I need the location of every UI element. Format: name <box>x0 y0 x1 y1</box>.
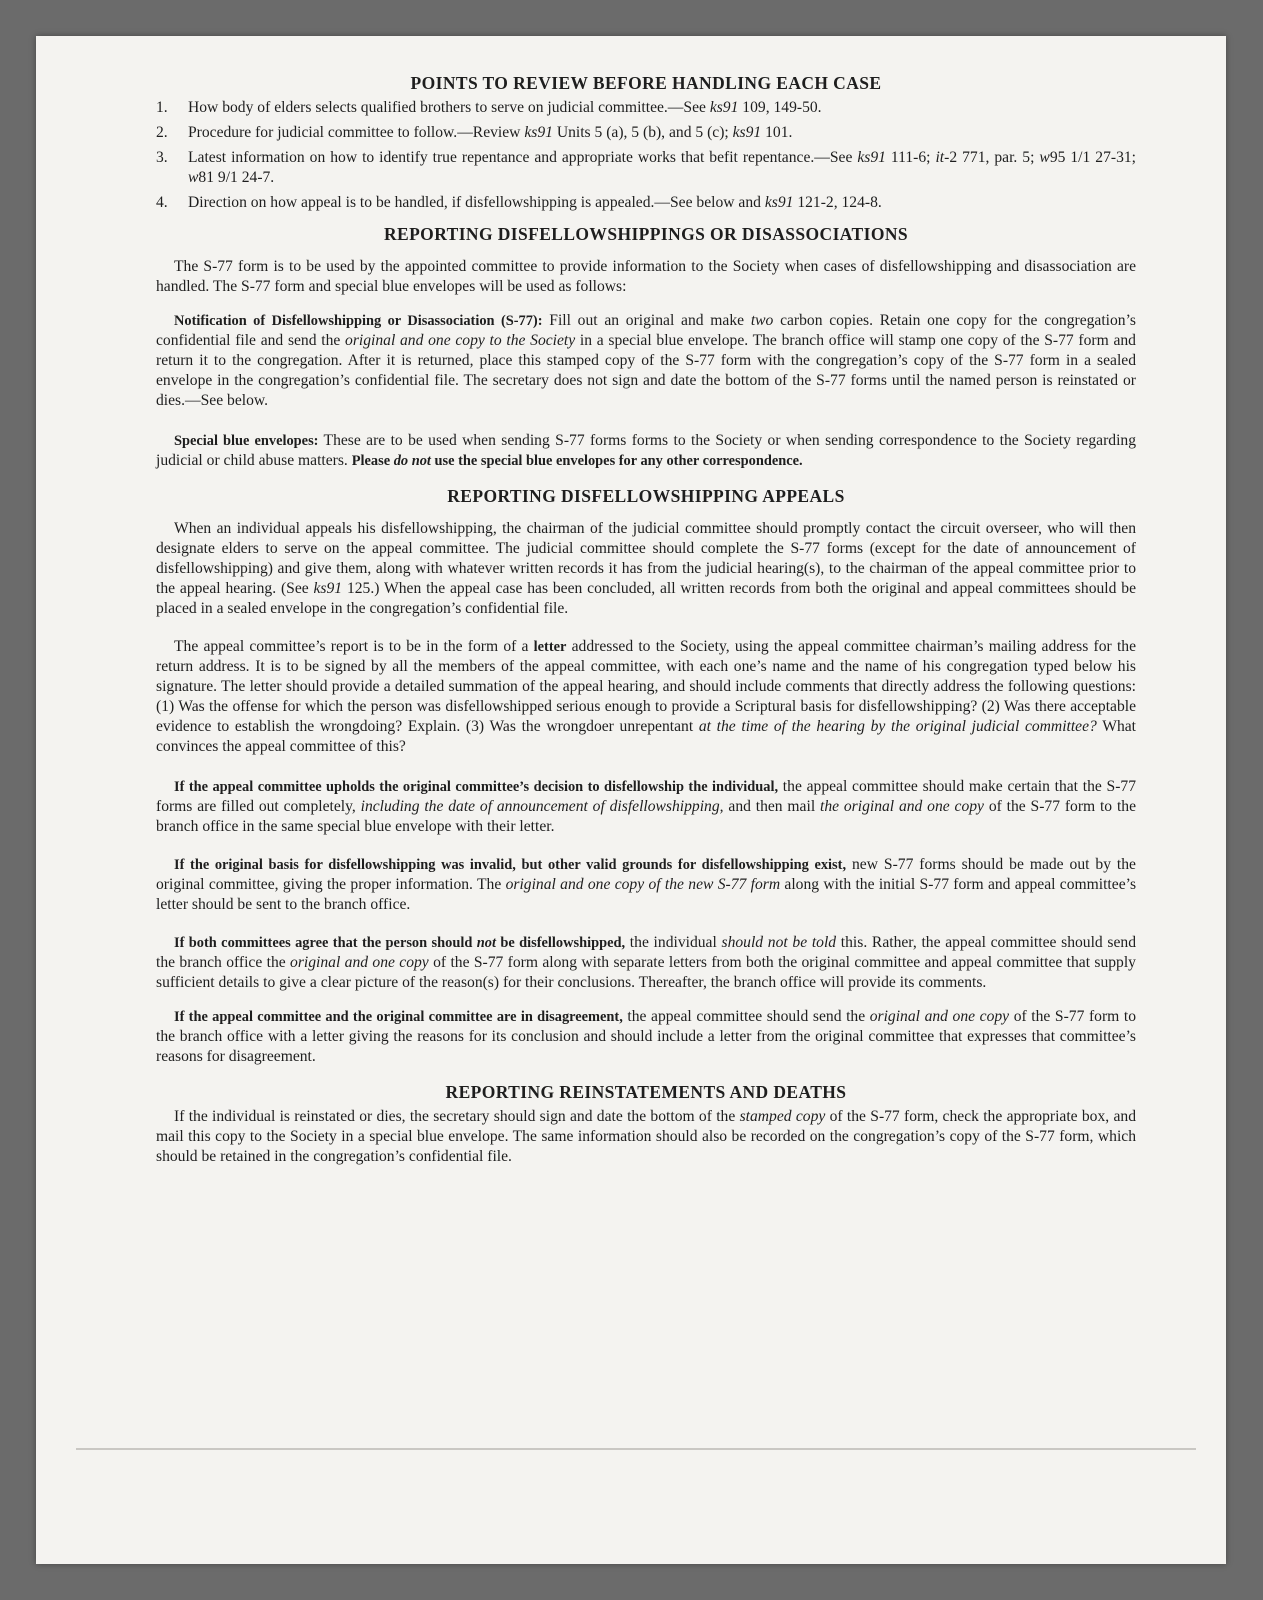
appeals-paragraph-5: If both committees agree that the person should not be disfellowshipped, the individual should not be told this. Rather, the appeal committee should send the branch office the original and one copy of the S-77 form along with separate letters from both the original committee and appeal committee that supply sufficient details to give a clear picture of the reason(s) for their conclusions. Thereafter, the branch office will provide its comments. <box>156 934 1136 991</box>
appeals-paragraph-6: If the appeal committee and the original committee are in disagreement, the appeal committee should send the original and one copy of the S-77 form to the branch office with a letter giving the reasons for its conclusion and should include a letter from the original committee that expresses that committee’s reasons for disagreement. <box>156 1008 1136 1065</box>
envelopes-paragraph: Special blue envelopes: These are to be used when sending S-77 forms forms to the Society or when sending correspondence to the Society regarding judicial or child abuse matters. Please do not use the special blue envelopes for any other correspondence. <box>156 432 1136 469</box>
notification-paragraph: Notification of Disfellowshipping or Disassociation (S-77): Fill out an original and make two carbon copies. Retain one copy for the congregation’s confidential file and send the original and one copy to the Society in a special blue envelope. The branch office will stamp one copy of the S-77 form and return it to the congregation. After it is returned, place this stamped copy of the S-77 form with the congregation’s copy of the S-77 form in a sealed envelope in the congregation’s confidential file. The secretary does not sign and date the bottom of the S-77 forms until the named person is reinstated or dies.—See below. <box>156 312 1136 409</box>
appeals-paragraph-3: If the appeal committee upholds the original committee’s decision to disfellowship the individual, the appeal committee should make certain that the S-77 forms are filled out completely, including the date of announcement of disfellowshipping, and then mail the original and one copy of the S-77 form to the branch office in the same special blue envelope with their letter. <box>156 778 1137 835</box>
appeals-paragraph-1: When an individual appeals his disfellowshipping, the chairman of the judicial committee should promptly contact the circuit overseer, who will then designate elders to serve on the appeal committee. The judicial committee should complete the S-77 forms (except for the date of announcement of disfellowshipping) and give them, along with whatever written records it has from the judicial hearing(s), to the chairman of the appeal committee prior to the appeal hearing. (See ks91 125.) When the appeal case has been concluded, all written records from both the original and appeal committees should be placed in a sealed envelope in the congregation’s confidential file. <box>156 520 1136 617</box>
points-list <box>156 98 1136 213</box>
reporting-df-title: REPORTING DISFELLOWSHIPPINGS OR DISASSOCIATIONS <box>383 224 909 244</box>
reinstatements-paragraph: If the individual is reinstated or dies, the secretary should sign and date the bottom of the stamped copy of the S-77 form, check the appropriate box, and mail this copy to the Society in a special blue envelope. The same information should also be recorded on the congregation’s copy of the S-77 form, which should be retained in the congregation’s confidential file. <box>156 1108 1136 1165</box>
list-item: 3. Latest information on how to identify true repentance and appropriate works that befit repentance.—See ks91 111-6; it-2 771, par. 5; w95 1/1 27-31; w81 9/1 24-7. <box>156 149 1136 186</box>
document-content <box>156 72 1136 1167</box>
list-item: 1. How body of elders selects qualified brothers to serve on judicial committee.—See ks91 109, 149-50. <box>156 99 822 116</box>
appeals-title: REPORTING DISFELLOWSHIPPING APPEALS <box>447 486 845 506</box>
reporting-df-intro: The S-77 form is to be used by the appointed committee to provide information to the Society when cases of disfellowshipping and disassociation are handled. The S-77 form and special blue envelopes will be used as follows: <box>156 258 1136 295</box>
bleed-through-rule <box>76 1448 1196 1450</box>
appeals-paragraph-4: If the original basis for disfellowshipping was invalid, but other valid grounds for disfellowshipping exist, new S-77 forms should be made out by the original committee, giving the proper information. The original and one copy of the new S-77 form along with the initial S-77 form and appeal committee’s letter should be sent to the branch office. <box>156 856 1137 913</box>
reinstatements-title: REPORTING REINSTATEMENTS AND DEATHS <box>445 1082 847 1102</box>
points-title: POINTS TO REVIEW BEFORE HANDLING EACH CASE <box>410 73 882 93</box>
document-page <box>36 36 1226 1564</box>
list-item: 2. Procedure for judicial committee to follow.—Review ks91 Units 5 (a), 5 (b), and 5 (c); ks91 101. <box>156 124 793 141</box>
list-item: 4. Direction on how appeal is to be handled, if disfellowshipping is appealed.—See below and ks91 121-2, 124-8. <box>156 194 882 211</box>
appeals-paragraph-2: The appeal committee’s report is to be in the form of a letter addressed to the Society, using the appeal committee chairman’s mailing address for the return address. It is to be signed by all the members of the appeal committee, with each one’s name and the name of his congregation typed below his signature. The letter should provide a detailed summation of the appeal hearing, and should include comments that directly address the following questions: (1) Was the offense for which the person was disfellowshipped serious enough to provide a Scriptural basis for disfellowshipping? (2) Was there acceptable evidence to establish the wrongdoing? Explain. (3) Was the wrongdoer unrepentant at the time of the hearing by the original judicial committee? What convinces the appeal committee of this? <box>156 638 1136 755</box>
